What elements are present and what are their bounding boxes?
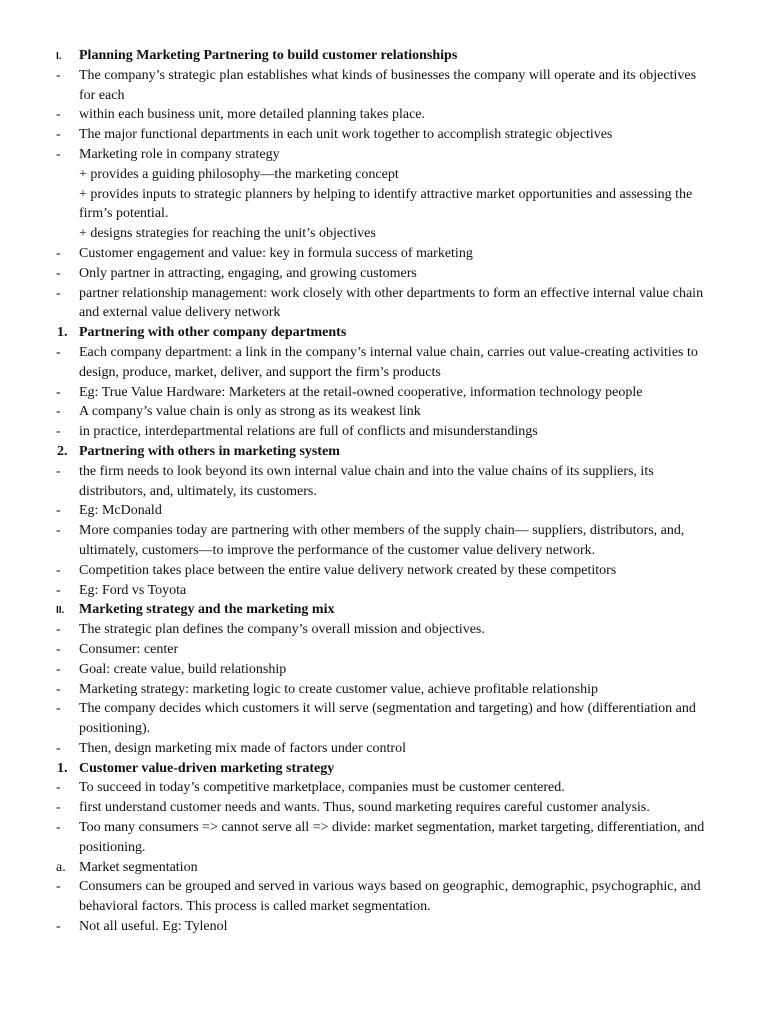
item-text: first understand customer needs and wants. Thus, sound marketing requires careful customer analysis.: [79, 800, 650, 816]
list-marker: [0, 818, 79, 858]
list-item: [0, 165, 768, 185]
item-text: Eg: McDonald: [79, 503, 162, 519]
item-text: partner relationship management: work closely with other departments to form an effective internal value chain and external value delivery network: [79, 285, 704, 321]
list-marker-label: I.: [56, 51, 62, 62]
list-marker-label: -: [56, 879, 61, 895]
list-marker: [0, 660, 79, 680]
list-marker-label: -: [56, 622, 61, 638]
list-item: [0, 66, 768, 106]
list-marker-label: -: [56, 146, 61, 162]
list-marker-label: -: [56, 344, 61, 360]
list-item: [0, 185, 768, 225]
list-item: [0, 145, 768, 165]
item-text: Consumer: center: [79, 641, 179, 657]
list-marker: [0, 323, 79, 343]
item-text: To succeed in today’s competitive marketplace, companies must be customer centered.: [79, 780, 565, 796]
list-item: [0, 383, 768, 403]
item-text: within each business unit, more detailed planning takes place.: [79, 107, 426, 123]
item-text: the firm needs to look beyond its own internal value chain and into the value chains of its suppliers, its distributors, and, ultimately, its customers.: [79, 463, 654, 499]
list-marker: [0, 798, 79, 818]
list-marker: [0, 66, 79, 106]
list-item: [0, 402, 768, 422]
list-marker-label: -: [56, 701, 61, 717]
list-marker: [0, 383, 79, 403]
list-marker-label: -: [56, 107, 61, 123]
list-item: [0, 798, 768, 818]
sub-item-text: + designs strategies for reaching the unit’s objectives: [79, 226, 376, 242]
item-text: Customer engagement and value: key in formula success of marketing: [79, 245, 473, 261]
list-marker: [0, 422, 79, 442]
list-item: [0, 778, 768, 798]
item-text: Too many consumers => cannot serve all => divide: market segmentation, market targeting, differentiation, and positioning.: [79, 820, 705, 855]
list-marker: [0, 620, 79, 640]
list-item: [0, 680, 768, 700]
heading-text: Partnering with other company departments: [79, 325, 347, 341]
list-item: [0, 858, 768, 878]
list-item: [0, 462, 768, 502]
item-text: Not all useful. Eg: Tylenol: [79, 919, 228, 935]
sub-item-text: + provides a guiding philosophy—the marketing concept: [79, 166, 399, 182]
list-marker-label: -: [56, 463, 61, 479]
list-marker-label: -: [56, 820, 61, 836]
list-item: [0, 521, 768, 561]
list-marker: [0, 145, 79, 165]
list-marker: [0, 917, 79, 937]
list-marker: [0, 46, 79, 66]
list-marker-label: -: [56, 503, 61, 519]
list-marker-label: -: [56, 800, 61, 816]
list-item: [0, 877, 768, 917]
list-marker: [0, 640, 79, 660]
heading-text: Partnering with others in marketing system: [79, 443, 340, 459]
item-text: Each company department: a link in the company’s internal value chain, carries out value-creating activities to design, produce, market, deliver, and support the firm’s products: [79, 344, 698, 380]
item-text: The company decides which customers it will serve (segmentation and targeting) and how (differentiation and positioning).: [79, 701, 696, 737]
list-marker-label: -: [56, 919, 61, 935]
list-marker: [0, 600, 79, 620]
list-item: [0, 739, 768, 759]
item-text: Consumers can be grouped and served in various ways based on geographic, demographic, psychographic, and behavioral factors. This process is called market segmentation.: [79, 879, 701, 915]
list-marker-label: 1.: [57, 325, 68, 341]
document-page: [0, 46, 768, 937]
list-item: [0, 660, 768, 680]
list-item: [0, 422, 768, 442]
list-marker-label: -: [56, 740, 61, 756]
list-item: [0, 343, 768, 383]
list-item: [0, 244, 768, 264]
item-text: Marketing strategy: marketing logic to create customer value, achieve profitable relationship: [79, 681, 598, 697]
section-heading: [0, 46, 768, 66]
list-marker: [0, 244, 79, 264]
list-item: [0, 224, 768, 244]
list-marker-label: -: [56, 780, 61, 796]
item-text: The major functional departments in each unit work together to accomplish strategic objectives: [79, 127, 613, 143]
list-item: [0, 620, 768, 640]
item-text: The strategic plan defines the company’s overall mission and objectives.: [79, 622, 485, 638]
list-marker: [0, 778, 79, 798]
list-marker-label: -: [56, 127, 61, 143]
list-marker: [0, 501, 79, 521]
list-marker-label: -: [56, 582, 61, 598]
list-marker: [0, 343, 79, 383]
list-marker-label: a.: [56, 859, 66, 875]
list-item: [0, 125, 768, 145]
section-heading: [0, 323, 768, 343]
item-text: A company’s value chain is only as strong as its weakest link: [79, 404, 421, 420]
list-marker-label: -: [56, 404, 61, 420]
list-item: [0, 284, 768, 324]
list-marker-label: -: [56, 681, 61, 697]
list-marker-label: II.: [56, 605, 65, 617]
section-heading: [0, 759, 768, 779]
list-marker: [0, 105, 79, 125]
list-marker-label: -: [56, 523, 61, 539]
item-text: Goal: create value, build relationship: [79, 661, 287, 677]
list-marker-label: -: [56, 67, 61, 83]
list-marker-label: -: [56, 265, 61, 281]
list-marker-label: 1.: [57, 760, 68, 776]
list-marker: [0, 877, 79, 917]
heading-text: Planning Marketing Partnering to build customer relationships: [79, 48, 458, 63]
list-item: [0, 640, 768, 660]
list-marker-label: -: [56, 424, 61, 440]
item-text: More companies today are partnering with other members of the supply chain— suppliers, distributors, and, ultimately, customers—to improve the performance of the customer value delivery network.: [79, 523, 685, 558]
list-marker: [0, 521, 79, 561]
section-heading: [0, 600, 768, 620]
list-item: [0, 699, 768, 739]
list-marker: [0, 125, 79, 145]
list-marker: [0, 264, 79, 284]
list-item: [0, 264, 768, 284]
list-marker: [0, 462, 79, 502]
list-marker: [0, 680, 79, 700]
list-marker: [0, 739, 79, 759]
list-marker: [0, 699, 79, 739]
list-marker-label: -: [56, 562, 61, 578]
section-heading: [0, 442, 768, 462]
item-text: Marketing role in company strategy: [79, 146, 280, 162]
list-item: [0, 561, 768, 581]
list-item: [0, 581, 768, 601]
heading-text: Customer value-driven marketing strategy: [79, 760, 335, 776]
item-text: in practice, interdepartmental relations are full of conflicts and misunderstandings: [79, 424, 538, 440]
list-marker-label: -: [56, 661, 61, 677]
list-item: [0, 917, 768, 937]
list-marker: [0, 442, 79, 462]
item-text: The company’s strategic plan establishes what kinds of businesses the company will operate and its objectives for each: [79, 67, 697, 103]
list-marker: [0, 759, 79, 779]
item-text: Competition takes place between the entire value delivery network created by these competitors: [79, 562, 617, 578]
list-marker-label: -: [56, 641, 61, 657]
item-text: Eg: True Value Hardware: Marketers at the retail-owned cooperative, information technology people: [79, 384, 643, 400]
list-marker: [0, 402, 79, 422]
list-marker-label: -: [56, 384, 61, 400]
list-marker: [0, 858, 79, 878]
heading-text: Marketing strategy and the marketing mix: [79, 602, 335, 618]
list-marker-label: -: [56, 245, 61, 261]
list-marker: [0, 561, 79, 581]
item-text: Market segmentation: [79, 859, 198, 875]
item-text: Only partner in attracting, engaging, and growing customers: [79, 265, 417, 281]
item-text: Eg: Ford vs Toyota: [79, 582, 187, 598]
item-text: Then, design marketing mix made of factors under control: [79, 740, 406, 756]
list-marker-label: 2.: [57, 443, 68, 459]
sub-item-text: + provides inputs to strategic planners by helping to identify attractive market opportunities and assessing the firm’s potential.: [79, 186, 693, 222]
list-item: [0, 818, 768, 858]
list-marker-label: -: [56, 285, 61, 301]
list-marker: [0, 284, 79, 324]
list-item: [0, 105, 768, 125]
list-item: [0, 501, 768, 521]
list-marker: [0, 581, 79, 601]
